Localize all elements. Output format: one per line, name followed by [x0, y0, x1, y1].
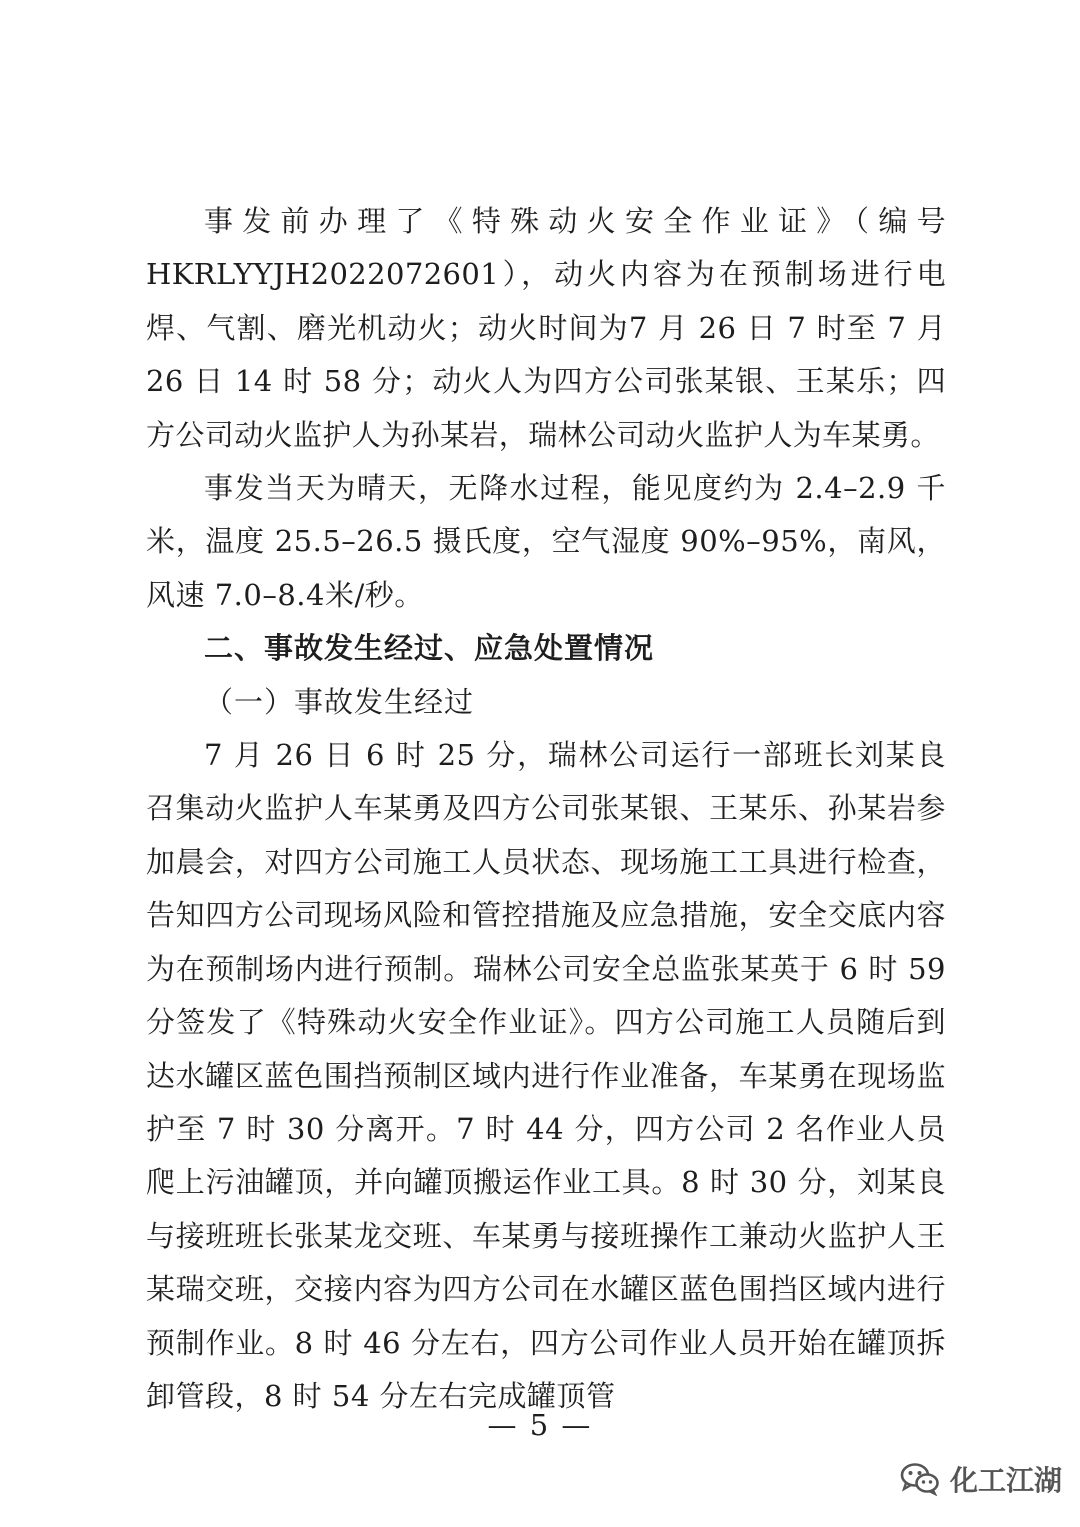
paragraph-permit: 事发前办理了《特殊动火安全作业证》（编号 HKRLYYJH2022072601），动火内容为在预制场进行电焊、气割、磨光机动火；动火时间为7 月 26 日 7 时至 7 月 26 日 14 时 58 分；动火人为四方公司张某银、王某乐；四方公司动火监护人为孙某岩，瑞林公司动火监护人为车某勇。 [146, 204, 946, 452]
page-number: — 5 — [487, 1408, 593, 1442]
document-body [146, 195, 946, 1423]
watermark-text: 化工江湖 [950, 1464, 1063, 1497]
wechat-logo-icon [900, 1462, 940, 1496]
subsection-heading: （一）事故发生经过 [204, 684, 475, 719]
paragraph-accident-process: 7 月 26 日 6 时 25 分，瑞林公司运行一部班长刘某良召集动火监护人车某勇及四方公司张某银、王某乐、孙某岩参加晨会，对四方公司施工人员状态、现场施工工具进行检查，告知四方公司现场风险和管控措施及应急措施，安全交底内容为在预制场内进行预制。瑞林公司安全总监张某英于 6 时 59 分签发了《特殊动火安全作业证》。四方公司施工人员随后到达水罐区蓝色围挡预制区域内进行作业准备，车某勇在现场监护至 7 时 30 分离开。7 时 44 分，四方公司 2 名作业人员爬上污油罐顶，并向罐顶搬运作业工具。8 时 30 分，刘某良与接班班长张某龙交班、车某勇与接班操作工兼动火监护人王某瑞交班，交接内容为四方公司在水罐区蓝色围挡区域内进行预制作业。8 时 46 分左右，四方公司作业人员开始在罐顶拆卸管段，8 时 54 分左右完成罐顶管 [146, 738, 946, 1413]
paragraph-weather: 事发当天为晴天，无降水过程，能见度约为 2.4–2.9 千米，温度 25.5–26.5 摄氏度，空气湿度 90%–95%，南风，风速 7.0–8.4米/秒。 [146, 471, 946, 612]
watermark [900, 1457, 1062, 1501]
section-heading: 二、事故发生经过、应急处置情况 [204, 631, 655, 666]
